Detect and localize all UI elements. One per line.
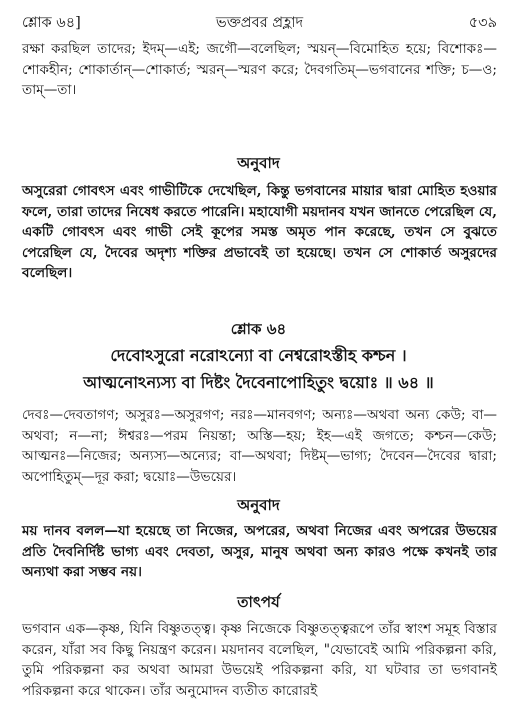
translation-heading-1: অনুবাদ	[237, 154, 280, 172]
purport-heading: তাৎপর্য	[237, 593, 280, 611]
translation-heading-2: অনুবাদ	[237, 496, 280, 514]
verse-line-1: দেবোঽসুরো নরোঽন্যো বা নেশ্বরোঽস্তীহ কশ্চন ।	[110, 346, 407, 365]
verse-heading: শ্লোক ৬৪	[230, 320, 287, 338]
running-header	[22, 10, 497, 36]
top-synonyms: রক্ষা করছিল তাদের; ইদম্—এই; জগৌ—বলেছিল; স্ময়ন্—বিমোহিত হয়ে; বিশোকঃ—শোকহীন; শোকার্তান্—শোকার্ত; স্মরন্—স্মরণ করে; দৈবগতিম্—ভগবানের শক্তি; চ—ও; তাম্—তা।	[22, 41, 497, 98]
verse-line-2: আত্মনোঽন্যস্য বা দিষ্টং দৈবেনাপোহিতুং দ্বয়োঃ ॥ ৬৪ ॥	[83, 373, 434, 392]
purport-text: ভগবান এক—কৃষ্ণ, যিনি বিষ্ণুতত্ত্ব। কৃষ্ণ নিজেকে বিষ্ণুতত্ত্বরূপে তাঁর স্বাংশ সমূহ বিস্তার করেন, যাঁরা সব কিছু নিয়ন্ত্রণ করেন। ময়দানব বলেছিল, "যেভাবেই আমি পরিকল্পনা করি, তুমি পরিকল্পনা কর অথবা আমরা উভয়েই পরিকল্পনা করি, যা ঘটবার তা ভগবানই পরিকল্পনা করে থাকেন। তাঁর অনুমোদন ব্যতীত কারোরই	[22, 621, 497, 699]
header-verse-ref: শ্লোক ৬৪]	[22, 15, 81, 31]
header-page-number: ৫৩৯	[468, 15, 497, 31]
word-synonyms: দেবঃ—দেবতাগণ; অসুরঃ—অসুরগণ; নরঃ—মানবগণ; অন্যঃ—অথবা অন্য কেউ; বা—অথবা; ন—না; ঈশ্বরঃ—পরম নিয়ন্তা; অস্তি—হয়; ইহ—এই জগতে; কশ্চন—কেউ; আত্মনঃ—নিজের; অন্যস্য—অন্যের; বা—অথবা; দিষ্টম্—ভাগ্য; দৈবেন—দৈবের দ্বারা; অপোহিতুম্—দূর করা; দ্বয়োঃ—উভয়ের।	[22, 407, 497, 485]
translation-text-2: ময় দানব বলল—যা হয়েছে তা নিজের, অপরের, অথবা নিজের এবং অপরের উভয়ের প্রতি দৈবনির্দিষ্ট ভাগ্য এবং দেবতা, অসুর, মানুষ অথবা অন্য কারও পক্ষে কখনই তার অন্যথা করা সম্ভব নয়।	[22, 523, 497, 580]
header-chapter-title: ভক্তপ্রবর প্রহ্লাদ	[215, 15, 304, 31]
translation-text-1: অসুরেরা গোবৎস এবং গাভীটিকে দেখেছিল, কিন্তু ভগবানের মায়ার দ্বারা মোহিত হওয়ার ফলে, তারা তাদের নিষেধ করতে পারেনি। মহাযোগী ময়দানব যখন জানতে পেরেছিল যে, একটি গোবৎস এবং গাভী সেই কূপের সমস্ত অমৃত পান করেছে, তখন সে বুঝতে পেরেছিল যে, দৈবের অদৃশ্য শক্তির প্রভাবেই তা হয়েছে। তখন সে শোকার্ত অসুরদের বলেছিল।	[22, 183, 497, 281]
